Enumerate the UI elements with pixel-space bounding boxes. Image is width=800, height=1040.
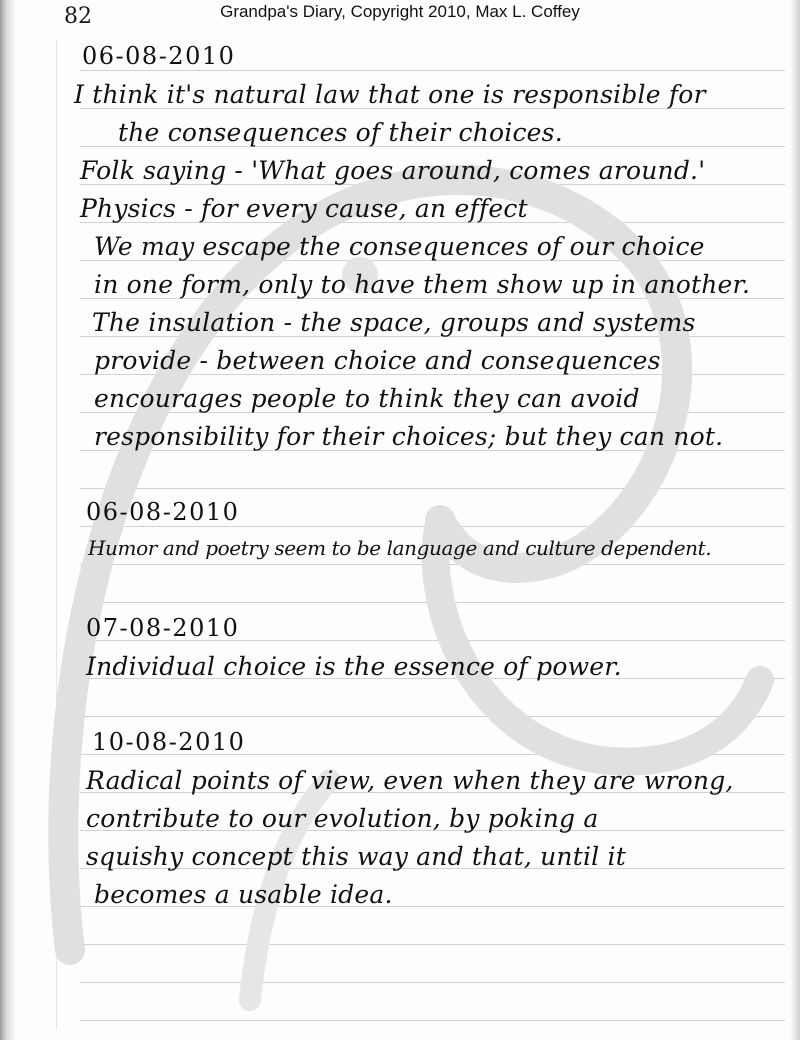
entry-date: 07-08-2010	[86, 614, 240, 642]
entry-line: responsibility for their choices; but they can not.	[94, 422, 724, 451]
entry-line: Folk saying - 'What goes around, comes around.'	[80, 156, 706, 185]
entry-date: 06-08-2010	[86, 498, 240, 526]
entry-line: in one form, only to have them show up in another.	[94, 270, 751, 299]
entry-line: I think it's natural law that one is responsible for	[74, 80, 706, 109]
entry-line: the consequences of their choices.	[118, 118, 563, 147]
entry-line: encourages people to think they can avoid	[94, 384, 640, 413]
entry-line: Physics - for every cause, an effect	[80, 194, 528, 223]
entry-line: Individual choice is the essence of power.	[86, 652, 622, 681]
entry-line: provide - between choice and consequences	[94, 346, 661, 375]
entry-line: contribute to our evolution, by poking a	[86, 804, 599, 833]
entry-date: 06-08-2010	[82, 42, 236, 70]
entry-line: squishy concept this way and that, until it	[86, 842, 626, 871]
entry-line: Humor and poetry seem to be language and culture dependent.	[88, 536, 712, 560]
entry-date: 10-08-2010	[92, 728, 246, 756]
entry-line: We may escape the consequences of our choice	[94, 232, 705, 261]
page-number: 82	[64, 4, 92, 29]
entry-line: Radical points of view, even when they are wrong,	[86, 766, 734, 795]
page-header-title: Grandpa's Diary, Copyright 2010, Max L. Coffey	[220, 2, 580, 21]
entry-line: The insulation - the space, groups and systems	[92, 308, 696, 337]
entry-line: becomes a usable idea.	[94, 880, 393, 909]
